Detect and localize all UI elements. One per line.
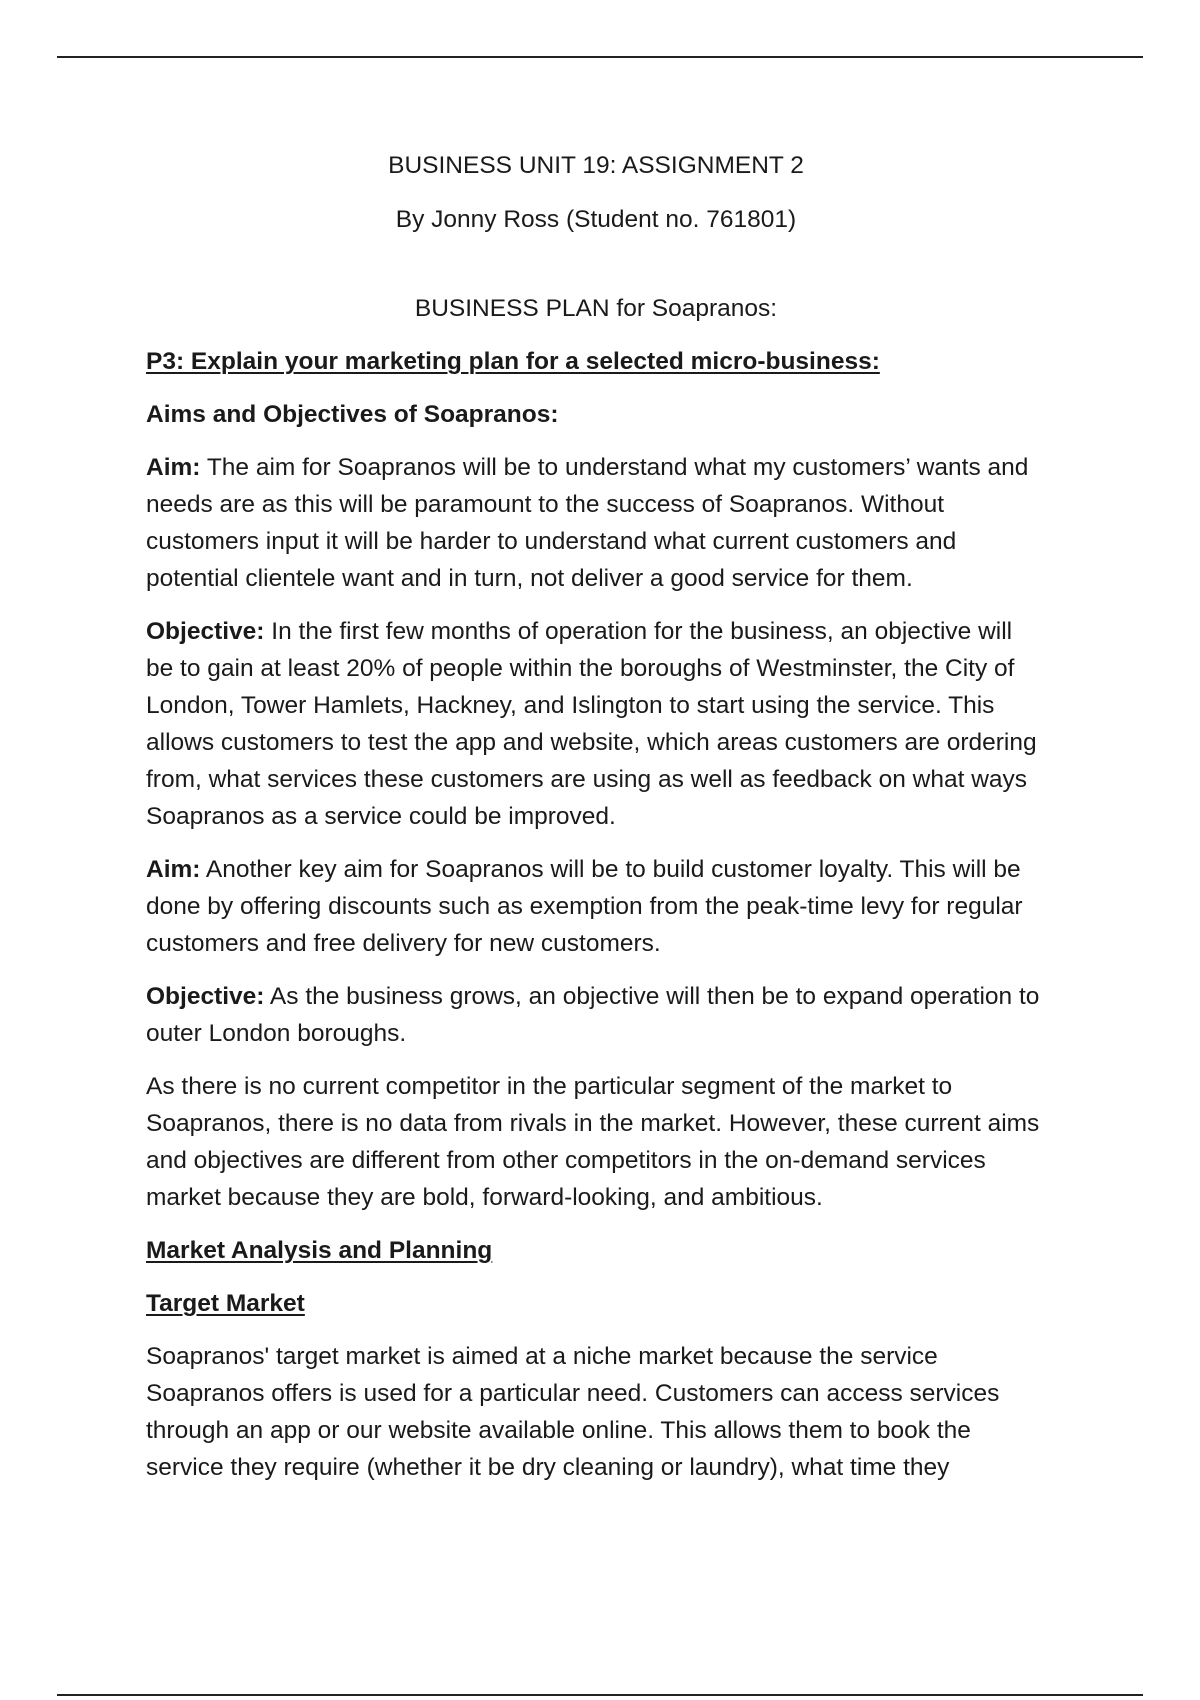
plan-title: BUSINESS PLAN for Soapranos: [414, 295, 778, 322]
objective-paragraph-1 [146, 613, 1046, 835]
document-body [146, 141, 1046, 1486]
objective-text: As the business grows, an objective will then be to expand operation to outer London boroughs. [146, 983, 1040, 1047]
footer-rule [57, 1694, 1143, 1696]
objective-label: Objective: [146, 983, 265, 1010]
aim-label: Aim: [146, 856, 201, 883]
objective-text: In the first few months of operation for the business, an objective will be to gain at least 20% of people within the boroughs of Westminster, the City of London, Tower Hamlets, Hackney, and Islington to start using the service. This allows customers to test the app and website, which areas customers are ordering from, what services these customers are using as well as feedback on what ways Soapranos as a service could be improved. [146, 618, 1037, 830]
document-title: BUSINESS UNIT 19: ASSIGNMENT 2 [388, 152, 804, 179]
market-analysis-heading: Market Analysis and Planning [146, 1237, 493, 1264]
aim-text: The aim for Soapranos will be to understand what my customers’ wants and needs are as this will be paramount to the success of Soapranos. Without customers input it will be harder to understand what current customers and potential clientele want and in turn, not deliver a good service for them. [146, 454, 1029, 592]
author-byline: By Jonny Ross (Student no. 761801) [395, 206, 797, 233]
aim-label: Aim: [146, 454, 201, 481]
task-heading: P3: Explain your marketing plan for a selected micro-business: [146, 348, 880, 375]
aim-paragraph-1 [146, 449, 1046, 597]
competitor-paragraph: As there is no current competitor in the particular segment of the market to Soapranos, there is no data from rivals in the market. However, these current aims and objectives are different from other competitors in the on-demand services market because they are bold, forward-looking, and ambitious. [146, 1073, 1040, 1211]
target-market-heading: Target Market [146, 1290, 305, 1317]
aim-paragraph-2 [146, 851, 1046, 962]
aims-heading: Aims and Objectives of Soapranos: [146, 401, 559, 428]
target-market-paragraph: Soapranos' target market is aimed at a niche market because the service Soapranos offers is used for a particular need. Customers can access services through an app or our website available online. This allows them to book the service they require (whether it be dry cleaning or laundry), what time they [146, 1343, 1000, 1481]
aim-text: Another key aim for Soapranos will be to build customer loyalty. This will be done by offering discounts such as exemption from the peak-time levy for regular customers and free delivery for new customers. [146, 856, 1023, 957]
objective-paragraph-2 [146, 978, 1046, 1052]
objective-label: Objective: [146, 618, 265, 645]
header-rule [57, 56, 1143, 58]
